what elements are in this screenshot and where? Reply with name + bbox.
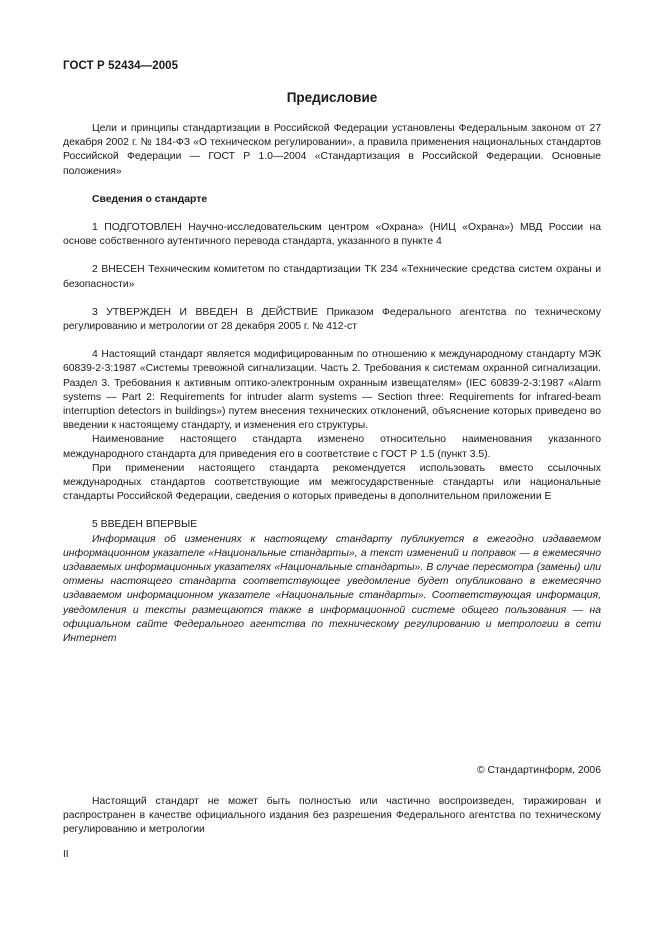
intro-paragraph: Цели и принципы стандартизации в Российской Федерации установлены Федеральным законом от 27 декабря 2002 г. № 184-ФЗ «О техническом регулировании», а правила применения национальных стандартов Российской Федерации — ГОСТ Р 1.0—2004 «Стандартизация в Российской Федерации. Основные положения»	[63, 123, 601, 177]
item-5-information: Информация об изменениях к настоящему стандарту публикуется в ежегодно издаваемом информационном указателе «Национальные стандарты», а текст изменений и поправок — в ежемесячно издаваемых информационных указателях «Национальные стандарты». В случае пересмотра (замены) или отмены настоящего стандарта соответствующее уведомление будет опубликовано в ежемесячно издаваемом информационном указателе «Национальные стандарты». Соответствующая информация, уведомления и тексты размещаются также в информационной системе общего пользования — на официальном сайте Федерального агентства по техническому регулированию и метрологии в сети Интернет	[63, 533, 601, 645]
item-2-paragraph: 2 ВНЕСЕН Техническим комитетом по стандартизации ТК 234 «Технические средства систем охраны и безопасности»	[63, 264, 601, 290]
item-4-note-references: При применении настоящего стандарта рекомендуется использовать вместо ссылочных международных стандартов соответствующие им межгосударственные стандарты или национальные стандарты Российской Федерации, сведения о которых приведены в дополнительном приложении Е	[63, 462, 601, 503]
reproduction-notice-text: Настоящий стандарт не может быть полностью или частично воспроизведен, тиражирован и распространен в качестве официального издания без разрешения Федерального агентства по техническому регулированию и метрологии	[63, 796, 601, 836]
item-5-paragraph: 5 ВВЕДЕН ВПЕРВЫЕ	[92, 519, 198, 531]
page-title: Предисловие	[286, 90, 378, 105]
item-4-paragraph: 4 Настоящий стандарт является модифицированным по отношению к международному стандарту МЭК 60839-2-3:1987 «Системы тревожной сигнализации. Часть 2. Требования к системам охранной сигнализации. Раздел 3. Требования к активным оптико-электронным охранным извещателям» (IEC 60839-2-3:1987 «Alarm systems — Part 2: Requirements for intruder alarm systems — Section three: Requirements for infrared-beam interruption detectors in buildings») путем внесения технических отклонений, объяснение которых приведено во введении к настоящему стандарту, и изменения его структуры.	[63, 349, 601, 432]
item-1-paragraph: 1 ПОДГОТОВЛЕН Научно-исследовательским центром «Охрана» (НИЦ «Охрана») МВД России на основе собственного аутентичного перевода стандарта, указанного в пункте 4	[63, 222, 601, 248]
reproduction-notice	[63, 795, 601, 838]
page-number: II	[63, 849, 69, 860]
document-body	[63, 122, 601, 646]
copyright-notice: © Стандартинформ, 2006	[476, 765, 601, 776]
standard-code-header: ГОСТ Р 52434—2005	[63, 60, 179, 72]
section-subheading: Сведения о стандарте	[92, 193, 208, 205]
item-4-note-name: Наименование настоящего стандарта изменено относительно наименования указанного международного стандарта для приведения его в соответствие с ГОСТ Р 1.5 (пункт 3.5).	[63, 434, 601, 460]
item-3-paragraph: 3 УТВЕРЖДЕН И ВВЕДЕН В ДЕЙСТВИЕ Приказом Федерального агентства по техническому регулированию и метрологии от 28 декабря 2005 г. № 412-ст	[63, 306, 601, 333]
